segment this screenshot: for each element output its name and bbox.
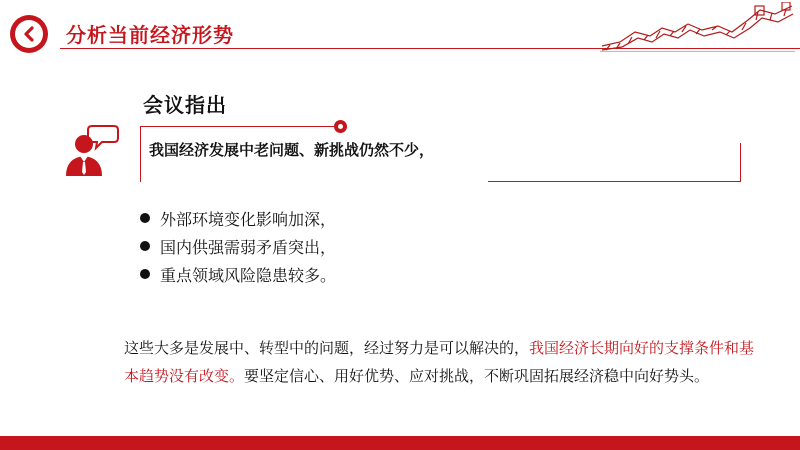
great-wall-illustration [600,2,795,52]
summary-highlight: 我国经济长期向好的支撑条件和基本趋势没有改变。 [124,339,755,385]
quote-frame-right [740,143,741,181]
summary-text-part1: 这些大多是发展中、转型中的问题，经过努力是可以解决的， [124,339,530,357]
quote-frame-dot [334,120,347,133]
quote-frame-left [140,126,141,182]
speaker-person-icon [62,120,122,180]
footer-bar [0,436,800,450]
section-heading: 会议指出 [143,93,227,117]
bullet-dot-icon [140,269,150,279]
list-item-text: 重点领域风险隐患较多。 [160,265,337,285]
list-item [140,260,336,288]
list-item [140,232,336,260]
bullet-dot-icon [140,241,150,251]
bullet-dot-icon [140,213,150,223]
list-item [140,204,336,232]
back-button[interactable] [10,15,48,53]
summary-paragraph [124,334,764,390]
quote-text: 我国经济发展中老问题、新挑战仍然不少， [149,141,435,159]
quote-frame-bottom [488,181,741,182]
chevron-left-icon [21,26,37,42]
bullet-list [140,204,336,288]
summary-text-part2: 要坚定信心、用好优势、应对挑战，不断巩固拓展经济稳中向好势头。 [244,367,710,385]
list-item-text: 国内供强需弱矛盾突出， [160,237,337,257]
page-title: 分析当前经济形势 [66,23,234,47]
list-item-text: 外部环境变化影响加深， [160,209,337,229]
back-button-inner [15,20,43,48]
quote-frame-top [140,126,336,127]
